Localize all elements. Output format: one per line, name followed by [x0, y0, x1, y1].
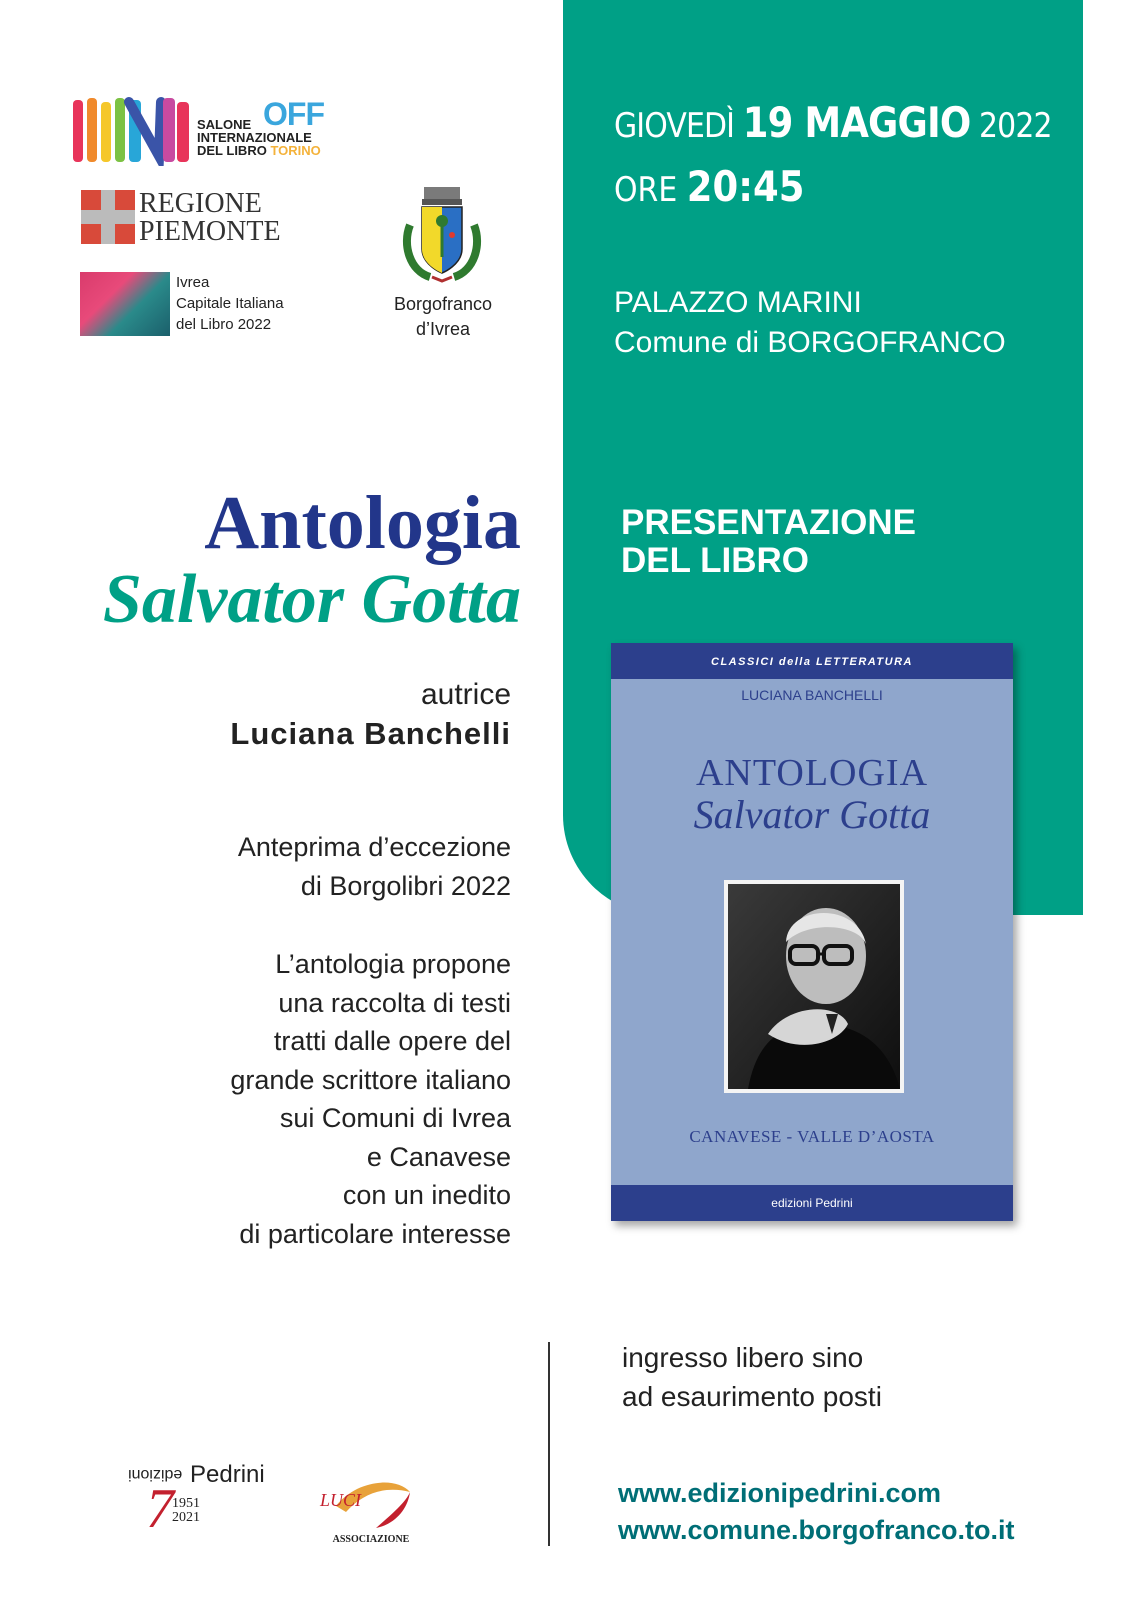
event-time	[614, 162, 804, 211]
event-day: GIOVEDÌ	[614, 106, 735, 146]
regione-flag-icon	[81, 190, 135, 244]
borgofranco-crest-icon	[400, 185, 484, 285]
description-line: una raccolta di testi	[278, 987, 511, 1018]
event-date-main: 19 MAGGIO	[742, 98, 971, 147]
entry-line: ingresso libero sino	[622, 1342, 864, 1373]
regione-wordmark	[139, 190, 281, 246]
website-pedrini-link[interactable]: www.edizionipedrini.com	[618, 1478, 942, 1508]
borgofranco-label	[378, 292, 508, 342]
borgofranco-line2: d’Ivrea	[415, 319, 471, 339]
pedrini-years	[172, 1497, 200, 1525]
preview-text	[238, 828, 511, 905]
salone-brush-icon	[73, 96, 193, 166]
salone-line1: SALONE	[197, 117, 252, 132]
ivrea-line2: Capitale Italiana	[176, 295, 284, 312]
pedrini-logo	[128, 1461, 288, 1545]
presentation-line2: DEL LIBRO	[621, 541, 809, 580]
author-name: Luciana Banchelli	[230, 716, 511, 751]
pedrini-seventy-icon: 7	[146, 1478, 174, 1540]
luci-name: LUCI	[320, 1490, 362, 1510]
description-line: e Canavese	[366, 1141, 511, 1172]
preview-line: di Borgolibri 2022	[300, 870, 511, 901]
regione-line1: REGIONE	[139, 188, 262, 219]
salone-torino: TORINO	[270, 143, 321, 158]
salone-off-word: OFF	[263, 96, 324, 132]
event-time-label: ORE	[614, 170, 678, 210]
ivrea-logo-graphic-icon	[80, 272, 170, 336]
event-time-value: 20:45	[686, 162, 805, 211]
pedrini-year-start: 1951	[172, 1496, 200, 1511]
book-title: Antologia	[204, 481, 521, 565]
entry-line: ad esaurimento posti	[622, 1381, 882, 1412]
cover-publisher: edizioni Pedrini	[611, 1185, 1013, 1221]
ivrea-line1: Ivrea	[176, 274, 210, 291]
salone-line2: INTERNAZIONALE	[197, 130, 312, 145]
website-borgofranco-link[interactable]: www.comune.borgofranco.to.it	[618, 1515, 1015, 1545]
regione-piemonte-logo	[81, 188, 281, 248]
event-date	[614, 98, 1052, 147]
salone-off-logo	[73, 96, 333, 166]
description-line: sui Comuni di Ivrea	[279, 1103, 511, 1133]
footer-divider	[548, 1342, 550, 1546]
ivrea-wordmark	[176, 272, 284, 335]
borgofranco-line1: Borgofranco	[393, 294, 493, 314]
author-label: autrice	[420, 678, 511, 711]
salone-wordmark	[197, 118, 321, 157]
salone-line3: DEL LIBRO TORINO	[197, 143, 321, 158]
event-municipality: Comune di BORGOFRANCO	[614, 326, 1006, 359]
book-cover	[611, 643, 1013, 1221]
description-text	[230, 945, 511, 1253]
ivrea-line3: del Libro 2022	[176, 316, 272, 333]
entry-info	[622, 1338, 882, 1416]
pedrini-name: Pedrini	[190, 1461, 265, 1488]
luci-associazione-logo	[316, 1478, 426, 1550]
portrait-icon	[728, 884, 900, 1089]
cover-region: CANAVESE - VALLE D’AOSTA	[689, 1127, 935, 1146]
presentation-line1: PRESENTAZIONE	[621, 503, 916, 542]
description-line: L’antologia propone	[275, 949, 511, 979]
regione-line2: PIEMONTE	[139, 216, 281, 247]
pedrini-edizioni-word: edizioni	[128, 1466, 183, 1483]
cover-title: ANTOLOGIA	[695, 752, 929, 794]
description-line: di particolare interesse	[239, 1218, 511, 1249]
cover-subtitle-name: Salvator Gotta	[693, 792, 931, 837]
event-venue: PALAZZO MARINI	[614, 286, 862, 319]
cover-series: CLASSICI della LETTERATURA	[611, 643, 1013, 679]
event-year: 2022	[979, 106, 1052, 146]
pedrini-year-end: 2021	[172, 1510, 200, 1525]
description-line: con un inedito	[342, 1180, 511, 1210]
luci-assoc-label: ASSOCIAZIONE	[332, 1534, 410, 1545]
description-line: tratti dalle opere del	[273, 1026, 511, 1056]
description-line: grande scrittore italiano	[230, 1064, 511, 1095]
cover-author: LUCIANA BANCHELLI	[741, 687, 883, 703]
author-portrait-photo	[724, 880, 904, 1093]
book-subject: Salvator Gotta	[102, 561, 521, 638]
preview-line: Anteprima d’eccezione	[237, 832, 511, 862]
ivrea-capitale-logo	[80, 272, 310, 338]
